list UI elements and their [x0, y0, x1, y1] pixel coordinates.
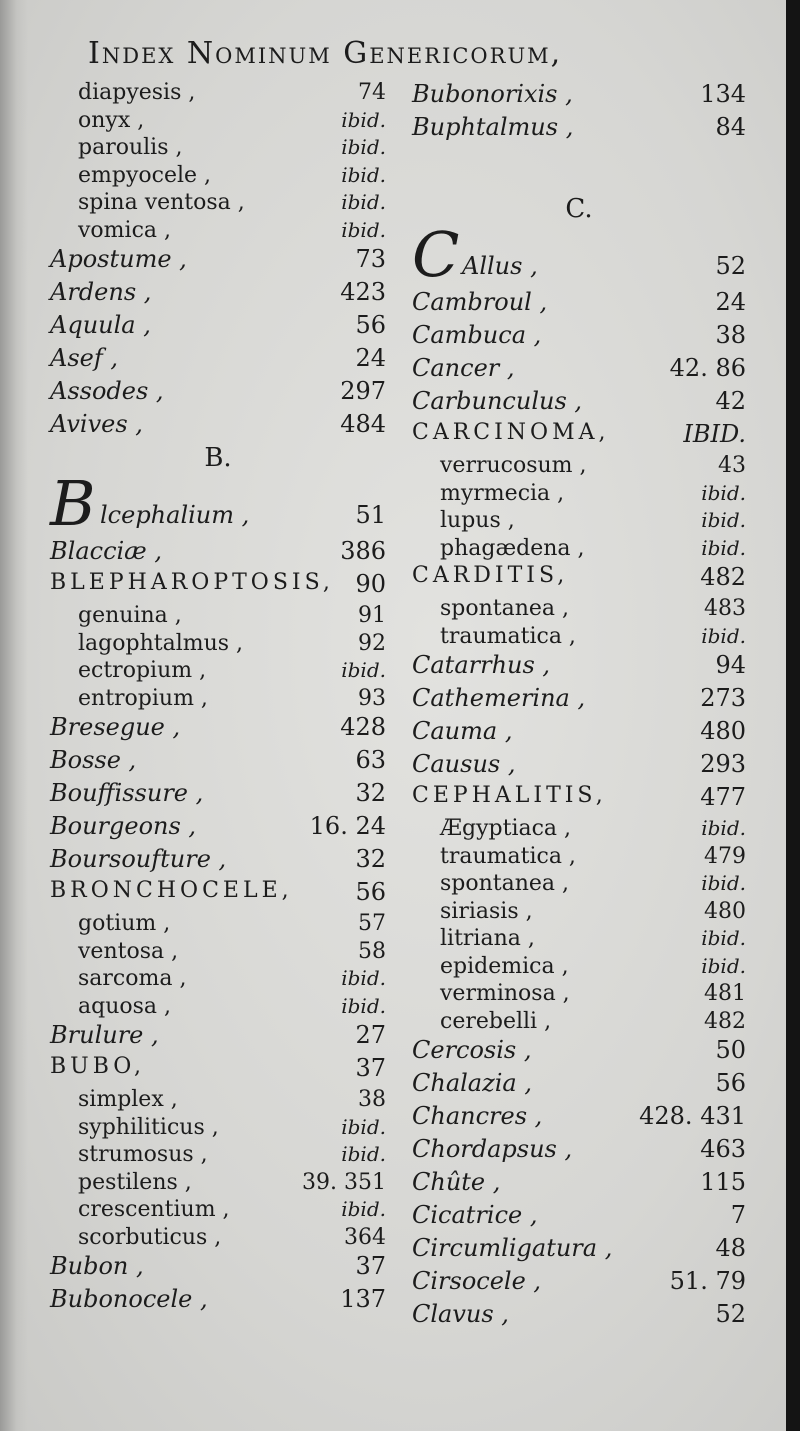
index-entry	[50, 845, 386, 878]
entry-term: ventosa ,	[78, 938, 179, 964]
entry-term: Apostume ,	[50, 245, 187, 273]
index-subentry	[50, 686, 386, 714]
index-entry	[50, 537, 386, 570]
entry-page: 293	[700, 750, 746, 778]
entry-term: Cambuca ,	[412, 321, 542, 349]
entry-page: 56	[715, 1069, 746, 1097]
entry-term: Cauma ,	[412, 717, 513, 745]
index-entry	[50, 278, 386, 311]
index-subentry	[50, 603, 386, 631]
entry-term: CEPHALITIS,	[412, 783, 607, 808]
entry-term: Cambroul ,	[412, 288, 548, 316]
index-entry	[412, 288, 746, 321]
entry-page: 39. 351	[302, 1169, 386, 1195]
entry-page: ibid.	[341, 190, 386, 214]
page-header: Index Nominum Genericorum,	[88, 36, 563, 71]
index-entry	[50, 467, 386, 540]
index-subentry	[50, 163, 386, 191]
entry-page: 134	[700, 80, 746, 108]
entry-term: Aquula ,	[50, 311, 151, 339]
index-entry	[412, 1135, 746, 1168]
entry-term: vomica ,	[78, 217, 171, 243]
entry-term: spontanea ,	[440, 871, 570, 896]
index-entry	[50, 812, 386, 845]
entry-page: 32	[355, 845, 386, 873]
entry-term: Catarrhus ,	[412, 651, 551, 679]
entry-term: Circumligatura ,	[412, 1234, 613, 1262]
section-letter	[50, 443, 386, 481]
entry-page: 273	[700, 684, 746, 712]
entry-term: Ardens ,	[50, 278, 152, 306]
entry-term: ectropium ,	[78, 658, 207, 683]
page-gutter-shadow	[0, 0, 28, 1431]
index-entry	[412, 1036, 746, 1069]
entry-page: 57	[358, 911, 386, 936]
entry-term: Brulure ,	[50, 1021, 159, 1049]
section-letter-label: C.	[565, 194, 593, 224]
entry-term: scorbuticus ,	[78, 1224, 222, 1250]
index-subentry	[412, 926, 746, 954]
entry-page: 51	[355, 501, 386, 529]
entry-page: 481	[704, 981, 746, 1006]
entry-term: spontanea ,	[440, 596, 570, 621]
entry-page: 364	[344, 1224, 386, 1250]
entry-term: Buphtalmus ,	[412, 113, 574, 141]
entry-term: Ægyptiaca ,	[440, 816, 572, 841]
entry-page: 42	[715, 387, 746, 415]
index-entry	[50, 746, 386, 779]
index-entry	[412, 563, 746, 596]
entry-page: ibid.	[341, 1114, 386, 1139]
index-subentry	[412, 596, 746, 624]
entry-term: sarcoma ,	[78, 966, 187, 991]
entry-page: ibid.	[701, 623, 746, 648]
entry-term: epidemica ,	[440, 953, 569, 979]
entry-page: ibid.	[701, 508, 746, 532]
entry-page: 483	[704, 596, 746, 621]
section-gap	[412, 146, 746, 194]
index-entry	[412, 1168, 746, 1201]
index-subentry	[412, 624, 746, 652]
entry-term: diapyesis ,	[78, 80, 196, 105]
entry-page: 479	[704, 843, 746, 869]
index-entry	[412, 113, 746, 146]
index-entry	[412, 1102, 746, 1135]
index-subentry	[412, 954, 746, 982]
entry-page: 37	[355, 1252, 386, 1280]
entry-page: 115	[700, 1168, 746, 1196]
entry-term: Asef ,	[50, 344, 118, 372]
index-entry	[50, 779, 386, 812]
entry-term: strumosus ,	[78, 1142, 208, 1167]
entry-term: BUBO,	[50, 1054, 146, 1079]
entry-term: verrucosum ,	[440, 453, 587, 478]
entry-term: Chancres ,	[412, 1102, 543, 1130]
index-entry	[50, 377, 386, 410]
entry-term: Bouffissure ,	[50, 779, 204, 807]
entry-page: 43	[718, 453, 746, 478]
entry-term: Bubonocele ,	[50, 1285, 208, 1313]
left-column	[50, 80, 386, 1318]
index-subentry	[50, 1170, 386, 1198]
index-subentry	[50, 1142, 386, 1170]
entry-term: Chordapsus ,	[412, 1135, 573, 1163]
entry-term: Cirsocele ,	[412, 1267, 542, 1295]
index-entry	[50, 1252, 386, 1285]
entry-term: Boursoufture ,	[50, 845, 227, 873]
entry-term: Cancer ,	[412, 354, 515, 382]
entry-page: 56	[355, 878, 386, 906]
entry-page: ibid.	[341, 993, 386, 1018]
index-subentry	[50, 190, 386, 218]
entry-page: 73	[355, 245, 386, 273]
index-entry	[412, 218, 746, 291]
index-entry	[412, 321, 746, 354]
entry-page: 94	[715, 651, 746, 679]
entry-term: spina ventosa ,	[78, 190, 245, 215]
entry-term: pestilens ,	[78, 1169, 192, 1195]
index-subentry	[50, 108, 386, 136]
index-subentry	[412, 536, 746, 564]
entry-page: ibid.	[701, 535, 746, 560]
section-letter-label: B.	[204, 443, 232, 473]
entry-term: syphiliticus ,	[78, 1114, 219, 1140]
entry-page: 42. 86	[669, 354, 746, 382]
entry-term: Causus ,	[412, 750, 516, 778]
drop-cap: B	[50, 467, 96, 540]
entry-page: 423	[340, 278, 386, 306]
index-entry	[50, 570, 386, 603]
entry-term: Allus ,	[462, 252, 538, 280]
entry-term: litriana ,	[440, 926, 535, 951]
entry-term: Bubon ,	[50, 1252, 144, 1280]
entry-term: simplex ,	[78, 1087, 178, 1112]
entry-page: 24	[355, 344, 386, 372]
index-subentry	[412, 453, 746, 481]
index-subentry	[412, 481, 746, 509]
entry-page: 137	[340, 1285, 386, 1313]
entry-page: 52	[715, 1300, 746, 1328]
index-entry	[50, 878, 386, 911]
entry-page: ibid.	[701, 926, 746, 950]
entry-page: 56	[355, 311, 386, 339]
index-subentry	[50, 939, 386, 967]
entry-page: ibid.	[701, 816, 746, 840]
entry-page: 480	[704, 898, 746, 924]
entry-page: ibid.	[341, 135, 386, 159]
index-subentry	[50, 966, 386, 994]
entry-term: crescentium ,	[78, 1197, 230, 1222]
entry-page: ibid.	[341, 966, 386, 990]
entry-page: 93	[358, 685, 386, 711]
entry-term: Assodes ,	[50, 377, 164, 405]
index-subentry	[412, 816, 746, 844]
index-entry	[50, 1021, 386, 1054]
entry-page: 51. 79	[669, 1267, 746, 1295]
entry-term: traumatica ,	[440, 623, 576, 649]
entry-page: ibid.	[701, 953, 746, 978]
index-subentry	[50, 1087, 386, 1115]
index-entry	[412, 420, 746, 453]
entry-term: CARDITIS,	[412, 563, 569, 588]
entry-page: 297	[340, 377, 386, 405]
entry-term: lagophtalmus ,	[78, 630, 244, 656]
entry-page: 32	[355, 779, 386, 807]
index-entry	[412, 651, 746, 684]
index-entry	[50, 1285, 386, 1318]
index-entry	[50, 245, 386, 278]
index-subentry	[50, 994, 386, 1022]
index-entry	[412, 354, 746, 387]
entry-term: lupus ,	[440, 508, 515, 533]
entry-page: 92	[358, 630, 386, 656]
entry-page: 386	[340, 537, 386, 565]
entry-page: ibid.	[341, 107, 386, 132]
entry-term: lcephalium ,	[100, 501, 250, 529]
index-entry	[412, 750, 746, 783]
entry-term: verminosa ,	[440, 981, 570, 1006]
index-entry	[412, 717, 746, 750]
index-subentry	[412, 871, 746, 899]
entry-term: BLEPHAROPTOSIS,	[50, 570, 334, 595]
entry-term: Carbunculus ,	[412, 387, 583, 415]
entry-term: CARCINOMA,	[412, 420, 610, 445]
index-subentry	[412, 1009, 746, 1037]
entry-page: 482	[704, 1008, 746, 1034]
index-entry	[50, 311, 386, 344]
index-subentry	[50, 80, 386, 108]
index-entry	[50, 1054, 386, 1087]
entry-page: ibid.	[341, 162, 386, 187]
entry-term: Bosse ,	[50, 746, 137, 774]
index-subentry	[412, 844, 746, 872]
entry-page: ibid.	[701, 871, 746, 895]
entry-page: 84	[715, 113, 746, 141]
index-subentry	[50, 218, 386, 246]
entry-term: traumatica ,	[440, 843, 576, 869]
entry-term: BRONCHOCELE,	[50, 878, 293, 903]
entry-page: 484	[340, 410, 386, 438]
index-subentry	[50, 1115, 386, 1143]
entry-page: 90	[355, 570, 386, 598]
entry-term: cerebelli ,	[440, 1008, 552, 1034]
index-subentry	[50, 631, 386, 659]
index-subentry	[50, 135, 386, 163]
entry-page: 37	[355, 1054, 386, 1082]
entry-page: 52	[715, 252, 746, 280]
entry-term: aquosa ,	[78, 993, 172, 1019]
right-column	[412, 80, 746, 1333]
entry-page: 7	[730, 1201, 746, 1229]
entry-term: phagædena ,	[440, 535, 585, 561]
scan-border	[786, 0, 800, 1431]
entry-term: paroulis ,	[78, 135, 183, 160]
entry-term: Avives ,	[50, 410, 143, 438]
entry-term: Clavus ,	[412, 1300, 509, 1328]
index-entry	[50, 410, 386, 443]
entry-page: 91	[358, 603, 386, 628]
entry-page: IBID.	[683, 420, 746, 448]
entry-page: ibid.	[341, 1142, 386, 1166]
index-subentry	[412, 508, 746, 536]
entry-page: 16. 24	[309, 812, 386, 840]
index-entry	[412, 1201, 746, 1234]
entry-term: Chalazia ,	[412, 1069, 532, 1097]
index-subentry	[50, 1197, 386, 1225]
entry-term: gotium ,	[78, 911, 171, 936]
entry-page: 74	[358, 80, 386, 105]
index-entry	[412, 783, 746, 816]
entry-page: 63	[355, 746, 386, 774]
index-subentry	[50, 1225, 386, 1253]
entry-page: ibid.	[341, 658, 386, 682]
index-entry	[412, 1300, 746, 1333]
entry-term: Cercosis ,	[412, 1036, 532, 1064]
index-subentry	[50, 911, 386, 939]
index-subentry	[412, 899, 746, 927]
entry-page: 50	[715, 1036, 746, 1064]
entry-term: Blacciæ ,	[50, 537, 162, 565]
index-entry	[412, 684, 746, 717]
entry-page: 48	[715, 1234, 746, 1262]
entry-page: ibid.	[701, 480, 746, 505]
index-subentry	[412, 981, 746, 1009]
index-entry	[50, 344, 386, 377]
drop-cap: C	[412, 218, 460, 291]
entry-term: siriasis ,	[440, 898, 533, 924]
index-subentry	[50, 658, 386, 686]
entry-term: Chûte ,	[412, 1168, 501, 1196]
entry-page: 477	[700, 783, 746, 811]
entry-term: Bourgeons ,	[50, 812, 197, 840]
entry-page: 38	[715, 321, 746, 349]
entry-page: 482	[700, 563, 746, 591]
entry-page: ibid.	[341, 217, 386, 242]
entry-term: Cicatrice ,	[412, 1201, 538, 1229]
index-entry	[50, 713, 386, 746]
entry-page: 480	[700, 717, 746, 745]
entry-term: Bresegue ,	[50, 713, 181, 741]
entry-term: myrmecia ,	[440, 480, 565, 506]
entry-term: Bubonorixis ,	[412, 80, 573, 108]
entry-page: 463	[700, 1135, 746, 1163]
index-entry	[412, 1069, 746, 1102]
entry-term: onyx ,	[78, 107, 145, 133]
index-entry	[412, 80, 746, 113]
index-entry	[412, 387, 746, 420]
entry-page: ibid.	[341, 1197, 386, 1221]
entry-term: entropium ,	[78, 685, 208, 711]
index-entry	[412, 1267, 746, 1300]
entry-term: Cathemerina ,	[412, 684, 586, 712]
entry-page: 24	[715, 288, 746, 316]
entry-page: 428	[340, 713, 386, 741]
entry-page: 58	[358, 938, 386, 964]
entry-page: 38	[358, 1087, 386, 1112]
entry-term: genuina ,	[78, 603, 182, 628]
entry-term: empyocele ,	[78, 162, 212, 188]
entry-page: 428. 431	[639, 1102, 746, 1130]
section-letter	[412, 194, 746, 232]
entry-page: 27	[355, 1021, 386, 1049]
index-entry	[412, 1234, 746, 1267]
